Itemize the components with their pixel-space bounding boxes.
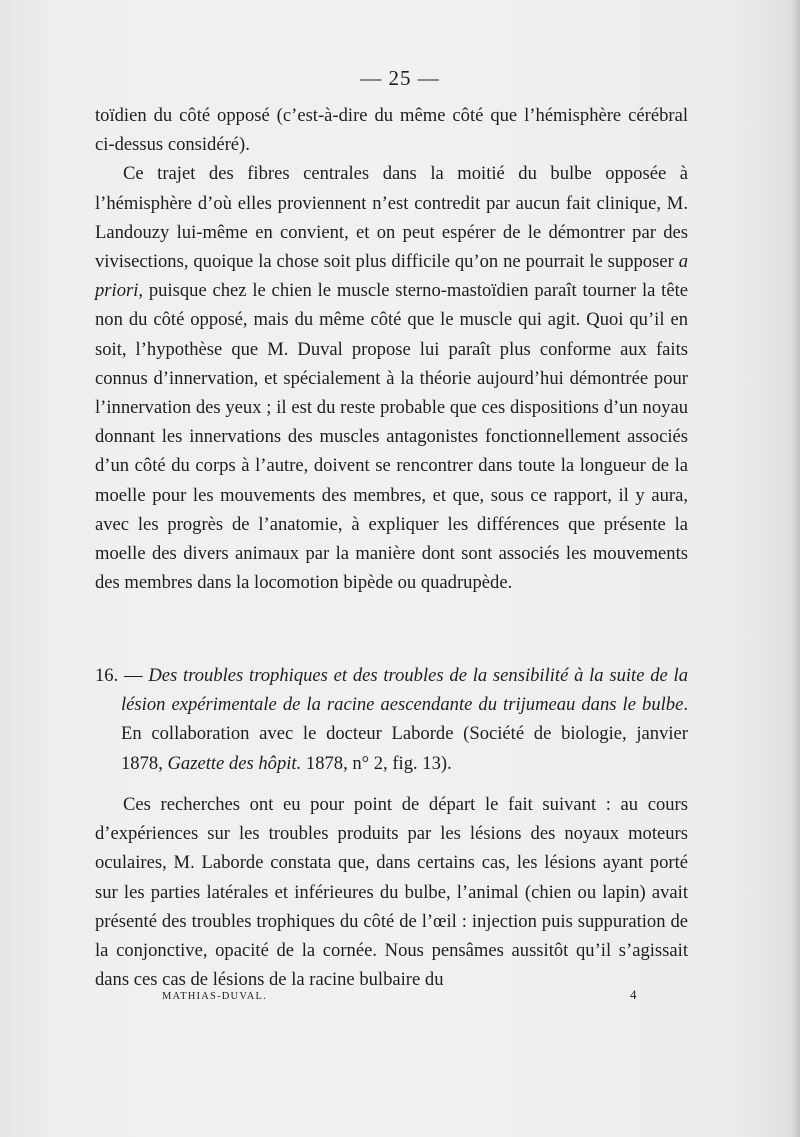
body-text-bottom (95, 790, 688, 994)
sheet-number: 4 (630, 987, 637, 1002)
paragraph-fibres (95, 159, 688, 597)
entry-title: Des troubles trophiques et des troubles de la sensibilité à la suite de la lésion expérimentale de la racine aescendante du trijumeau dans le bulbe (121, 665, 688, 716)
entry-journal: Gazette des hôpit. (167, 752, 302, 774)
page-number: — 25 — (360, 66, 440, 90)
paragraph-recherches: Ces recherches ont eu pour point de départ le fait suivant : au cours d’expériences sur les troubles produits par les lésions des noyaux moteurs oculaires, M. Laborde constata que, dans certains cas, les lésions ayant porté sur les parties latérales et inférieures du bulbe, l’animal (chien ou lapin) avait présenté des troubles trophiques du côté de l’œil : injection puis suppuration de la conjonctive, opacité de la cornée. Nous pensâmes aussitôt qu’il s’agissait dans ces cas de lésions de la racine bulbaire du (95, 794, 688, 991)
entry-text-1: . En collaboration avec le docteur Laborde (Société de biologie, janvier 1878, (121, 694, 688, 774)
paragraph-fibres-text-1: Ce trajet des fibres centrales dans la moitié du bulbe opposée à l’hémisphère d’où elles proviennent n’est contredit par aucun fait clinique, M. Landouzy lui-même en convient, et on peut espérer de le démontrer par des vivisections, quoique la chose soit plus difficile qu’on ne pourrait le supposer (95, 163, 688, 273)
entry-text-2: 1878, n° 2, fig. 13). (301, 752, 452, 774)
a-priori-italic: a priori (95, 251, 688, 302)
signature-mark: MATHIAS-DUVAL. (162, 991, 267, 1002)
body-text-top (95, 101, 688, 597)
page-edge-shadow (790, 0, 800, 1137)
bibliography-entry-16 (95, 661, 688, 778)
entry-number: 16. — (95, 665, 143, 686)
paragraph-fibres-text-2: , puisque chez le chien le muscle sterno-mastoïdien paraît tourner la tête non du côté opposé, mais du même côté que le muscle qui agit. Quoi qu’il en soit, l’hypothèse que M. Duval propose lui paraît plus conforme aux faits connus d’innervation, et spécialement à la théorie aujourd’hui démontrée pour l’innervation des yeux ; il est du reste probable que ces dispositions d’un noyau donnant les innervations des muscles antagonistes fonctionnellement associés d’un côté du corps à l’autre, doivent se rencontrer dans toute la longueur de la moelle pour les mouvements des membres, et que, sous ce rapport, il y aura, avec les progrès de l’anatomie, à expliquer les différences que présente la moelle des divers animaux par la manière dont sont associés les mouvements des membres dans la locomotion bipède ou quadrupède. (95, 280, 688, 594)
paragraph-continued: toïdien du côté opposé (c’est-à-dire du même côté que l’hémisphère cérébral ci-dessus considéré). (95, 105, 688, 156)
entry-16-paragraph (95, 661, 688, 778)
